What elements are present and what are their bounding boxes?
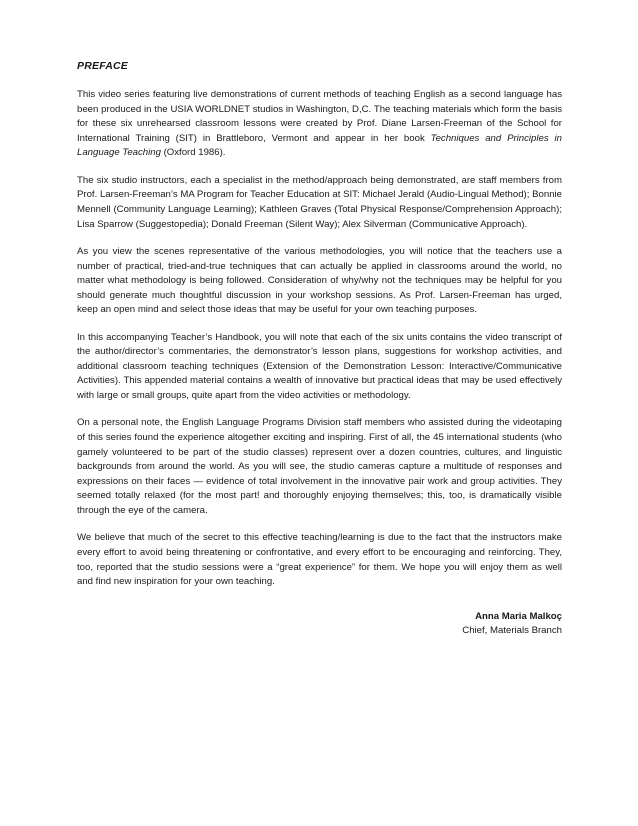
signature-name: Anna Maria Malkoç — [475, 610, 562, 622]
paragraph-1 — [77, 88, 562, 161]
paragraph-5: On a personal note, the English Language Programs Division staff members who assisted during the videotaping of this series found the experience altogether exciting and inspiring. First of all, the 45 international students (who gamely volunteered to be part of the studio classes) represent over a dozen countries, cultures, and linguistic backgrounds from around the world. As you will see, the studio cameras capture a multitude of responses and expressions on their faces — evidence of total involvement in the innovative pair work and group activities. They seemed totally relaxed (for the most part! and thoroughly enjoying themselves; this, too, is dramatically visible through the eye of the camera. — [77, 417, 562, 517]
paragraph-6: We believe that much of the secret to this effective teaching/learning is due to the fact that the instructors make every effort to avoid being threatening or confrontative, and every effort to be encouraging and reinforcing. They, too, reported that the studio sessions were a “great experience” for them. We hope you will enjoy them as well and find new inspiration for your own teaching. — [77, 532, 562, 588]
book-title: Techniques and Principles in Language Teaching — [77, 132, 562, 159]
paragraph-1-tail: (Oxford 1986). — [160, 147, 226, 159]
paragraph-3: As you view the scenes representative of the various methodologies, you will notice that the teachers use a number of practical, tried-and-true techniques that can actually be applied in classrooms around the world, no matter what methodology is being followed. Consideration of why/why not the techniques may be helpful for you should generate much thoughtful discussion in your workshop sessions. As Prof. Larsen-Freeman has urged, keep an open mind and select those ideas that may be useful for your own teaching purposes. — [77, 245, 562, 316]
page-title: PREFACE — [77, 60, 128, 72]
paragraph-1-text: This video series featuring live demonstrations of current methods of teaching English as a second language has been produced in the USIA WORLDNET studios in Washington, D,C. The teaching materials which form the basis for these six unrehearsed classroom lessons were created by Prof. Diane Larsen-Freeman of the School for International Training (SIT) in Brattleboro, Vermont and appear in her book — [77, 89, 562, 144]
paragraph-4: In this accompanying Teacher’s Handbook, you will note that each of the six units contains the video transcript of the author/director’s commentaries, the demonstrator’s lesson plans, suggestions for workshop activities, and additional classroom teaching techniques (Extension of the Demonstration Lesson: Interactive/Communicative Activities). This appended material contains a wealth of innovative but practical ideas that may be used effectively with large or small groups, quite apart from the video activities or methodology. — [77, 331, 562, 402]
paragraph-2: The six studio instructors, each a specialist in the method/approach being demonstrated, are staff members from Prof. Larsen-Freeman’s MA Program for Teacher Education at SIT: Michael Jerald (Audio-Lingual Method); Bonnie Mennell (Community Language Learning); Kathleen Graves (Total Physical Response/Comprehension Approach); Lisa Sparrow (Suggestopedia); Donald Freeman (Silent Way); Alex Silverman (Communicative Approach). — [77, 174, 562, 230]
document-page — [77, 60, 562, 639]
signature-title: Chief, Materials Branch — [462, 625, 562, 637]
signature-block — [77, 610, 562, 639]
